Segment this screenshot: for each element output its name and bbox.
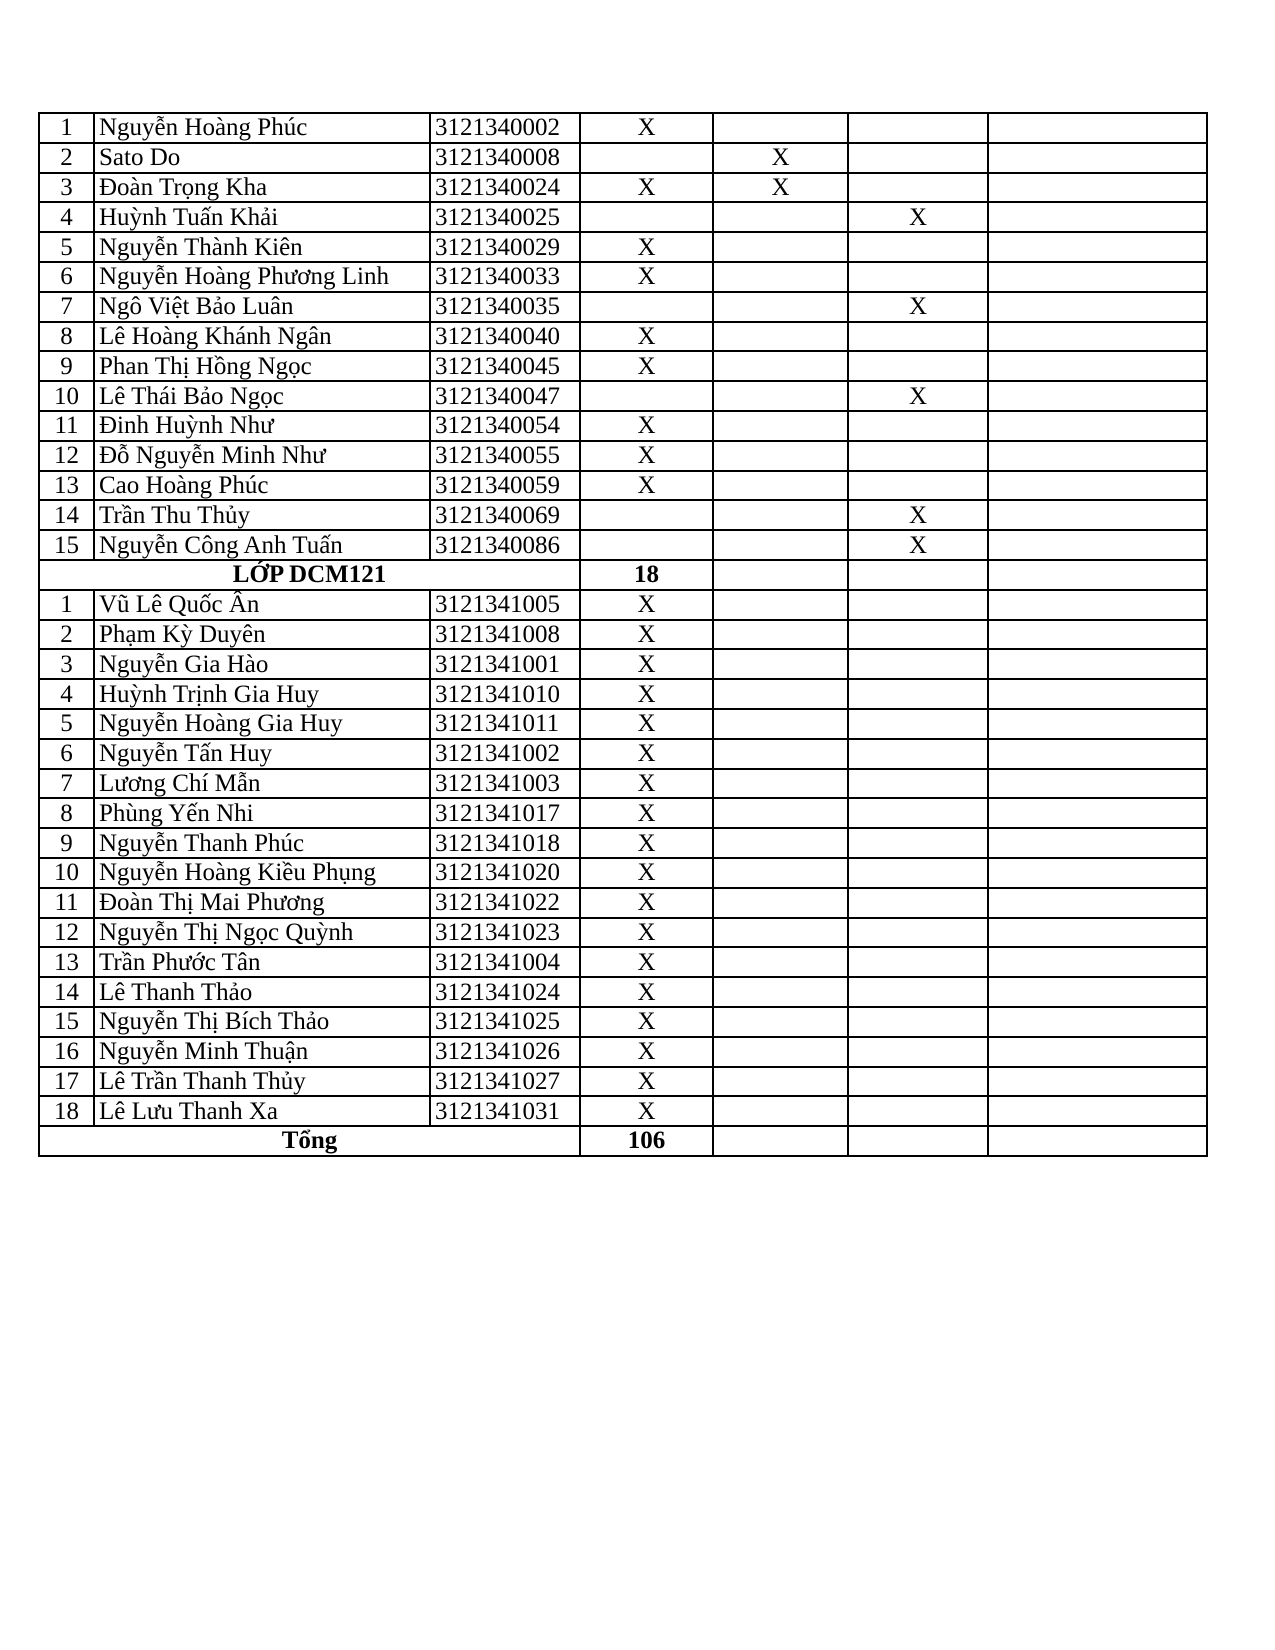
total-count: 106 [580, 1126, 713, 1156]
student-id: 3121341017 [430, 798, 580, 828]
student-id: 3121341018 [430, 828, 580, 858]
mark-cell-3 [848, 828, 988, 858]
student-id: 3121341003 [430, 769, 580, 799]
mark-cell-1: X [580, 769, 713, 799]
mark-cell-1: X [580, 590, 713, 620]
row-number: 18 [39, 1096, 94, 1126]
row-number: 10 [39, 381, 94, 411]
student-name: Nguyễn Gia Hào [94, 649, 430, 679]
mark-cell-4 [988, 322, 1207, 352]
table-row [39, 381, 1207, 411]
empty-cell [848, 1126, 988, 1156]
mark-cell-3: X [848, 500, 988, 530]
student-id: 3121341005 [430, 590, 580, 620]
mark-cell-1 [580, 500, 713, 530]
empty-cell [713, 1126, 848, 1156]
student-id: 3121341026 [430, 1037, 580, 1067]
mark-cell-3 [848, 262, 988, 292]
table-row [39, 113, 1207, 143]
mark-cell-3 [848, 1037, 988, 1067]
mark-cell-4 [988, 471, 1207, 501]
mark-cell-2: X [713, 143, 848, 173]
row-number: 15 [39, 530, 94, 560]
row-number: 9 [39, 828, 94, 858]
mark-cell-1: X [580, 471, 713, 501]
mark-cell-4 [988, 798, 1207, 828]
mark-cell-3 [848, 1067, 988, 1097]
row-number: 5 [39, 709, 94, 739]
mark-cell-2: X [713, 173, 848, 203]
student-name: Cao Hoàng Phúc [94, 471, 430, 501]
student-id: 3121340033 [430, 262, 580, 292]
table-row [39, 858, 1207, 888]
student-id: 3121340008 [430, 143, 580, 173]
row-number: 13 [39, 471, 94, 501]
mark-cell-1: X [580, 232, 713, 262]
mark-cell-4 [988, 590, 1207, 620]
student-id: 3121340029 [430, 232, 580, 262]
row-number: 17 [39, 1067, 94, 1097]
table-row [39, 322, 1207, 352]
mark-cell-3 [848, 977, 988, 1007]
mark-cell-3 [848, 620, 988, 650]
mark-cell-3 [848, 798, 988, 828]
mark-cell-3 [848, 739, 988, 769]
student-id: 3121340047 [430, 381, 580, 411]
mark-cell-4 [988, 858, 1207, 888]
mark-cell-3 [848, 918, 988, 948]
table-row [39, 769, 1207, 799]
total-row [39, 1126, 1207, 1156]
student-name: Trần Thu Thủy [94, 500, 430, 530]
mark-cell-4 [988, 739, 1207, 769]
mark-cell-4 [988, 977, 1207, 1007]
row-number: 13 [39, 947, 94, 977]
student-name: Lương Chí Mẫn [94, 769, 430, 799]
student-id: 3121340040 [430, 322, 580, 352]
mark-cell-2 [713, 411, 848, 441]
mark-cell-3 [848, 441, 988, 471]
mark-cell-2 [713, 441, 848, 471]
student-id: 3121341002 [430, 739, 580, 769]
mark-cell-3 [848, 411, 988, 441]
mark-cell-1: X [580, 888, 713, 918]
table-row [39, 649, 1207, 679]
table-row [39, 1096, 1207, 1126]
table-row [39, 590, 1207, 620]
table-row [39, 679, 1207, 709]
mark-cell-4 [988, 143, 1207, 173]
mark-cell-2 [713, 739, 848, 769]
mark-cell-2 [713, 918, 848, 948]
empty-cell [988, 560, 1207, 590]
mark-cell-2 [713, 292, 848, 322]
mark-cell-4 [988, 500, 1207, 530]
row-number: 11 [39, 411, 94, 441]
mark-cell-3 [848, 351, 988, 381]
table-row [39, 411, 1207, 441]
mark-cell-3: X [848, 530, 988, 560]
mark-cell-3 [848, 1007, 988, 1037]
mark-cell-3 [848, 769, 988, 799]
mark-cell-2 [713, 769, 848, 799]
student-name: Huỳnh Trịnh Gia Huy [94, 679, 430, 709]
student-id: 3121340059 [430, 471, 580, 501]
mark-cell-3 [848, 679, 988, 709]
student-id: 3121340086 [430, 530, 580, 560]
mark-cell-4 [988, 1007, 1207, 1037]
student-name: Nguyễn Thị Bích Thảo [94, 1007, 430, 1037]
mark-cell-2 [713, 1037, 848, 1067]
mark-cell-4 [988, 381, 1207, 411]
mark-cell-2 [713, 1096, 848, 1126]
student-id: 3121341027 [430, 1067, 580, 1097]
table-row [39, 1067, 1207, 1097]
student-roster-table [38, 112, 1208, 1157]
mark-cell-2 [713, 947, 848, 977]
student-id: 3121340054 [430, 411, 580, 441]
student-id: 3121340055 [430, 441, 580, 471]
row-number: 7 [39, 292, 94, 322]
student-name: Sato Do [94, 143, 430, 173]
student-name: Nguyễn Minh Thuận [94, 1037, 430, 1067]
student-id: 3121341011 [430, 709, 580, 739]
mark-cell-2 [713, 888, 848, 918]
row-number: 12 [39, 441, 94, 471]
student-name: Đoàn Thị Mai Phương [94, 888, 430, 918]
table-row [39, 292, 1207, 322]
student-id: 3121340024 [430, 173, 580, 203]
mark-cell-1: X [580, 709, 713, 739]
mark-cell-4 [988, 411, 1207, 441]
mark-cell-2 [713, 471, 848, 501]
student-id: 3121341020 [430, 858, 580, 888]
table-row [39, 828, 1207, 858]
mark-cell-2 [713, 351, 848, 381]
student-name: Nguyễn Hoàng Phương Linh [94, 262, 430, 292]
student-name: Nguyễn Công Anh Tuấn [94, 530, 430, 560]
row-number: 5 [39, 232, 94, 262]
mark-cell-4 [988, 709, 1207, 739]
table-row [39, 1037, 1207, 1067]
student-id: 3121341024 [430, 977, 580, 1007]
mark-cell-1: X [580, 441, 713, 471]
student-name: Lê Trần Thanh Thủy [94, 1067, 430, 1097]
table-row [39, 977, 1207, 1007]
table-row [39, 530, 1207, 560]
mark-cell-4 [988, 918, 1207, 948]
mark-cell-1: X [580, 620, 713, 650]
total-label: Tổng [39, 1126, 580, 1156]
student-id: 3121341025 [430, 1007, 580, 1037]
mark-cell-2 [713, 977, 848, 1007]
mark-cell-4 [988, 1096, 1207, 1126]
mark-cell-1 [580, 292, 713, 322]
mark-cell-2 [713, 262, 848, 292]
student-id: 3121341008 [430, 620, 580, 650]
mark-cell-1: X [580, 173, 713, 203]
mark-cell-3: X [848, 202, 988, 232]
mark-cell-1: X [580, 739, 713, 769]
student-name: Nguyễn Thành Kiên [94, 232, 430, 262]
student-name: Huỳnh Tuấn Khải [94, 202, 430, 232]
student-name: Nguyễn Hoàng Phúc [94, 113, 430, 143]
student-name: Lê Thanh Thảo [94, 977, 430, 1007]
student-name: Vũ Lê Quốc Ân [94, 590, 430, 620]
mark-cell-3 [848, 649, 988, 679]
mark-cell-4 [988, 828, 1207, 858]
mark-cell-4 [988, 530, 1207, 560]
mark-cell-4 [988, 679, 1207, 709]
table-row [39, 888, 1207, 918]
student-id: 3121340002 [430, 113, 580, 143]
row-number: 4 [39, 202, 94, 232]
mark-cell-2 [713, 858, 848, 888]
row-number: 15 [39, 1007, 94, 1037]
student-id: 3121340035 [430, 292, 580, 322]
mark-cell-2 [713, 113, 848, 143]
student-name: Nguyễn Hoàng Kiều Phụng [94, 858, 430, 888]
mark-cell-4 [988, 173, 1207, 203]
mark-cell-2 [713, 500, 848, 530]
student-id: 3121341023 [430, 918, 580, 948]
student-name: Nguyễn Thanh Phúc [94, 828, 430, 858]
row-number: 6 [39, 739, 94, 769]
row-number: 7 [39, 769, 94, 799]
mark-cell-3 [848, 1096, 988, 1126]
mark-cell-3 [848, 709, 988, 739]
student-id: 3121340045 [430, 351, 580, 381]
mark-cell-3: X [848, 381, 988, 411]
student-name: Lê Lưu Thanh Xa [94, 1096, 430, 1126]
row-number: 11 [39, 888, 94, 918]
row-number: 4 [39, 679, 94, 709]
mark-cell-2 [713, 828, 848, 858]
table-row [39, 947, 1207, 977]
mark-cell-1: X [580, 1007, 713, 1037]
table-row [39, 232, 1207, 262]
mark-cell-4 [988, 262, 1207, 292]
mark-cell-2 [713, 202, 848, 232]
mark-cell-4 [988, 292, 1207, 322]
row-number: 3 [39, 173, 94, 203]
student-id: 3121340069 [430, 500, 580, 530]
table-row [39, 351, 1207, 381]
mark-cell-1: X [580, 977, 713, 1007]
student-name: Đỗ Nguyễn Minh Như [94, 441, 430, 471]
table-row [39, 620, 1207, 650]
mark-cell-4 [988, 769, 1207, 799]
student-name: Nguyễn Thị Ngọc Quỳnh [94, 918, 430, 948]
class-count: 18 [580, 560, 713, 590]
mark-cell-3 [848, 113, 988, 143]
mark-cell-2 [713, 620, 848, 650]
empty-cell [988, 1126, 1207, 1156]
mark-cell-2 [713, 798, 848, 828]
mark-cell-1: X [580, 798, 713, 828]
mark-cell-1 [580, 143, 713, 173]
mark-cell-4 [988, 232, 1207, 262]
mark-cell-1: X [580, 262, 713, 292]
mark-cell-2 [713, 709, 848, 739]
mark-cell-4 [988, 888, 1207, 918]
mark-cell-1: X [580, 918, 713, 948]
mark-cell-1: X [580, 1096, 713, 1126]
mark-cell-1: X [580, 1037, 713, 1067]
table-row [39, 500, 1207, 530]
student-name: Lê Hoàng Khánh Ngân [94, 322, 430, 352]
row-number: 8 [39, 322, 94, 352]
mark-cell-3 [848, 947, 988, 977]
table-row [39, 709, 1207, 739]
mark-cell-3 [848, 858, 988, 888]
student-id: 3121340025 [430, 202, 580, 232]
student-id: 3121341031 [430, 1096, 580, 1126]
mark-cell-3 [848, 590, 988, 620]
mark-cell-2 [713, 1007, 848, 1037]
table-row [39, 918, 1207, 948]
student-name: Nguyễn Hoàng Gia Huy [94, 709, 430, 739]
mark-cell-2 [713, 679, 848, 709]
mark-cell-4 [988, 649, 1207, 679]
table-row [39, 798, 1207, 828]
mark-cell-2 [713, 322, 848, 352]
mark-cell-3 [848, 143, 988, 173]
row-number: 2 [39, 143, 94, 173]
student-id: 3121341022 [430, 888, 580, 918]
mark-cell-4 [988, 202, 1207, 232]
student-name: Đoàn Trọng Kha [94, 173, 430, 203]
table-row [39, 739, 1207, 769]
mark-cell-2 [713, 381, 848, 411]
mark-cell-4 [988, 351, 1207, 381]
table-row [39, 202, 1207, 232]
mark-cell-3 [848, 322, 988, 352]
mark-cell-4 [988, 113, 1207, 143]
empty-cell [848, 560, 988, 590]
mark-cell-1: X [580, 1067, 713, 1097]
student-id: 3121341010 [430, 679, 580, 709]
mark-cell-1: X [580, 947, 713, 977]
mark-cell-1: X [580, 322, 713, 352]
student-name: Phan Thị Hồng Ngọc [94, 351, 430, 381]
row-number: 12 [39, 918, 94, 948]
class-header-row [39, 560, 1207, 590]
mark-cell-1 [580, 381, 713, 411]
table-row [39, 143, 1207, 173]
mark-cell-2 [713, 232, 848, 262]
mark-cell-2 [713, 530, 848, 560]
mark-cell-2 [713, 649, 848, 679]
student-name: Lê Thái Bảo Ngọc [94, 381, 430, 411]
row-number: 10 [39, 858, 94, 888]
mark-cell-1: X [580, 411, 713, 441]
student-name: Ngô Việt Bảo Luân [94, 292, 430, 322]
mark-cell-4 [988, 1067, 1207, 1097]
mark-cell-4 [988, 1037, 1207, 1067]
row-number: 8 [39, 798, 94, 828]
row-number: 1 [39, 113, 94, 143]
row-number: 14 [39, 500, 94, 530]
empty-cell [713, 560, 848, 590]
mark-cell-2 [713, 590, 848, 620]
student-name: Phùng Yến Nhi [94, 798, 430, 828]
mark-cell-4 [988, 441, 1207, 471]
row-number: 16 [39, 1037, 94, 1067]
table-row [39, 173, 1207, 203]
mark-cell-4 [988, 620, 1207, 650]
student-name: Trần Phước Tân [94, 947, 430, 977]
mark-cell-3: X [848, 292, 988, 322]
mark-cell-2 [713, 1067, 848, 1097]
mark-cell-3 [848, 471, 988, 501]
mark-cell-1: X [580, 351, 713, 381]
mark-cell-3 [848, 173, 988, 203]
row-number: 2 [39, 620, 94, 650]
row-number: 1 [39, 590, 94, 620]
table-row [39, 471, 1207, 501]
class-label: LỚP DCM121 [39, 560, 580, 590]
student-id: 3121341004 [430, 947, 580, 977]
row-number: 14 [39, 977, 94, 1007]
table-row [39, 262, 1207, 292]
mark-cell-3 [848, 232, 988, 262]
mark-cell-1: X [580, 858, 713, 888]
mark-cell-4 [988, 947, 1207, 977]
student-name: Nguyễn Tấn Huy [94, 739, 430, 769]
roster-body [39, 113, 1207, 1156]
row-number: 3 [39, 649, 94, 679]
row-number: 9 [39, 351, 94, 381]
mark-cell-1 [580, 530, 713, 560]
student-name: Đinh Huỳnh Như [94, 411, 430, 441]
mark-cell-1: X [580, 679, 713, 709]
mark-cell-3 [848, 888, 988, 918]
mark-cell-1: X [580, 828, 713, 858]
table-row [39, 441, 1207, 471]
student-name: Phạm Kỳ Duyên [94, 620, 430, 650]
mark-cell-1: X [580, 113, 713, 143]
row-number: 6 [39, 262, 94, 292]
mark-cell-1 [580, 202, 713, 232]
table-row [39, 1007, 1207, 1037]
mark-cell-1: X [580, 649, 713, 679]
student-id: 3121341001 [430, 649, 580, 679]
